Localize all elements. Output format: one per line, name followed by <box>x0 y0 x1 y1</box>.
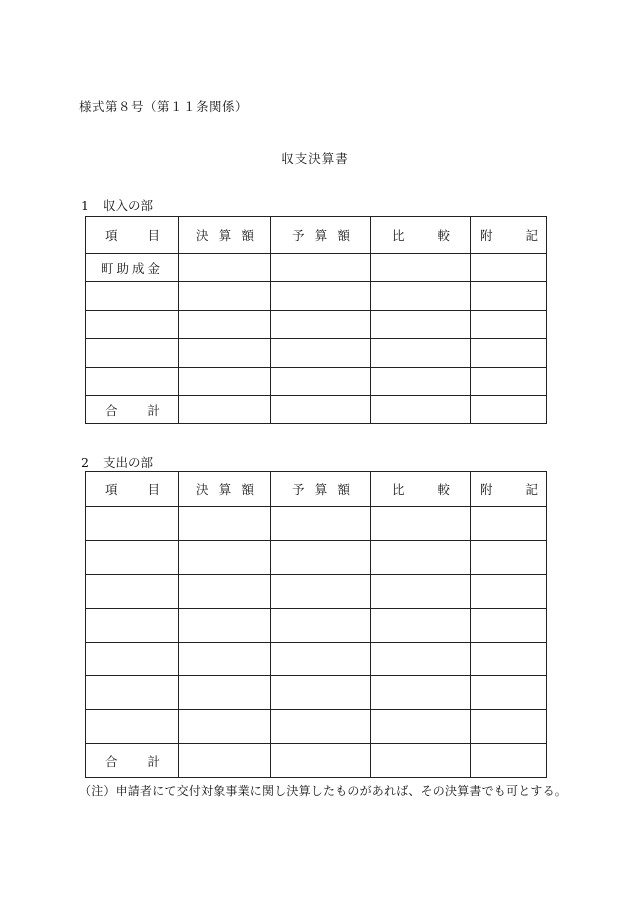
settled-amount-cell <box>179 642 271 676</box>
item-cell <box>86 710 179 744</box>
column-header-settled-amount-label-char: 算 <box>218 482 232 497</box>
remarks-cell <box>471 710 547 744</box>
settled-amount-cell <box>179 254 271 282</box>
column-header-remarks-label <box>471 226 546 244</box>
column-header-remarks <box>471 472 547 507</box>
remarks-cell <box>471 339 547 367</box>
total-label-cell <box>86 395 179 423</box>
column-header-settled-amount-label-char: 額 <box>241 228 254 243</box>
column-header-settled-amount-label <box>179 226 270 244</box>
settled-amount-total-cell <box>179 744 271 778</box>
table-row <box>86 339 547 367</box>
item-cell <box>86 507 179 541</box>
column-header-comparison <box>371 472 471 507</box>
remarks-total-cell <box>471 395 547 423</box>
item-cell <box>86 254 179 282</box>
column-header-settled-amount <box>179 472 271 507</box>
remarks-cell <box>471 254 547 282</box>
column-header-item-label-char: 項 <box>105 228 118 243</box>
column-header-settled-amount-label-char: 算 <box>218 228 232 243</box>
column-header-comparison-label <box>371 480 470 498</box>
table-row <box>86 710 547 744</box>
column-header-settled-amount-label-char: 額 <box>241 482 254 497</box>
table-row <box>86 507 547 541</box>
comparison-cell <box>371 642 471 676</box>
column-header-budget-amount-label-char: 算 <box>314 228 328 243</box>
budget-amount-cell <box>271 339 371 367</box>
column-header-comparison-label-char: 比 <box>392 228 405 243</box>
column-header-item-label <box>86 480 178 498</box>
settled-amount-cell <box>179 710 271 744</box>
column-header-budget-amount <box>271 217 371 254</box>
item-cell <box>86 676 179 710</box>
budget-amount-cell <box>271 282 371 310</box>
income-section-number: 1 <box>81 198 89 213</box>
remarks-cell <box>471 676 547 710</box>
item-name: 町助成金 <box>101 260 164 276</box>
item-cell <box>86 608 179 642</box>
column-header-comparison-label-char: 較 <box>437 482 450 497</box>
column-header-budget-amount-label-char: 算 <box>314 482 328 497</box>
expense-section-heading <box>81 453 153 471</box>
settled-amount-cell <box>179 367 271 395</box>
item-name <box>86 345 101 360</box>
budget-amount-cell <box>271 540 371 574</box>
item-cell <box>86 282 179 310</box>
item-name <box>86 719 101 734</box>
table-row <box>86 310 547 338</box>
column-header-budget-amount-label <box>271 226 370 244</box>
income-section-title: 収入の部 <box>103 198 154 213</box>
comparison-cell <box>371 710 471 744</box>
comparison-cell <box>371 310 471 338</box>
comparison-total-cell <box>371 395 471 423</box>
comparison-cell <box>371 608 471 642</box>
budget-amount-total-cell <box>271 395 371 423</box>
expense-section-number: 2 <box>81 455 89 470</box>
comparison-total-cell <box>371 744 471 778</box>
settled-amount-cell <box>179 282 271 310</box>
column-header-comparison-label-char: 較 <box>437 228 450 243</box>
remarks-total-cell <box>471 744 547 778</box>
item-name <box>86 374 101 389</box>
column-header-settled-amount-label-char: 決 <box>196 228 209 243</box>
budget-amount-cell <box>271 367 371 395</box>
budget-amount-cell <box>271 310 371 338</box>
total-row <box>86 744 547 778</box>
remarks-cell <box>471 574 547 608</box>
table-row <box>86 676 547 710</box>
total-label-char: 合 <box>105 402 118 418</box>
table-row <box>86 608 547 642</box>
income-section-heading <box>81 196 153 214</box>
comparison-cell <box>371 574 471 608</box>
total-label-char: 合 <box>105 753 118 769</box>
column-header-budget-amount-label <box>271 480 370 498</box>
remarks-cell <box>471 540 547 574</box>
column-header-item-label-char: 目 <box>147 228 160 243</box>
table-row <box>86 642 547 676</box>
item-name <box>86 584 101 599</box>
column-header-remarks-label-char: 記 <box>525 482 538 497</box>
settled-amount-cell <box>179 608 271 642</box>
table-row <box>86 574 547 608</box>
column-header-budget-amount-label-char: 予 <box>292 228 305 243</box>
item-name <box>86 317 101 332</box>
comparison-cell <box>371 339 471 367</box>
total-label-char: 計 <box>147 753 160 769</box>
settled-amount-cell <box>179 574 271 608</box>
total-row <box>86 395 547 423</box>
form-number: 様式第８号（第１１条関係） <box>79 99 249 114</box>
column-header-comparison-label <box>371 226 470 244</box>
remarks-cell <box>471 608 547 642</box>
item-name <box>86 289 101 304</box>
column-header-item <box>86 217 179 254</box>
column-header-remarks <box>471 217 547 254</box>
column-header-item-label <box>86 226 178 244</box>
column-header-remarks-label <box>471 480 546 498</box>
column-header-budget-amount-label-char: 予 <box>292 482 305 497</box>
column-header-settled-amount-label-char: 決 <box>196 482 209 497</box>
budget-amount-total-cell <box>271 744 371 778</box>
settled-amount-cell <box>179 676 271 710</box>
budget-amount-cell <box>271 608 371 642</box>
item-cell <box>86 642 179 676</box>
table-row <box>86 282 547 310</box>
comparison-cell <box>371 254 471 282</box>
budget-amount-cell <box>271 574 371 608</box>
table-row <box>86 540 547 574</box>
settled-amount-cell <box>179 540 271 574</box>
item-name <box>86 652 101 667</box>
column-header-comparison-label-char: 比 <box>392 482 405 497</box>
table-row <box>86 254 547 282</box>
item-cell <box>86 540 179 574</box>
column-header-settled-amount <box>179 217 271 254</box>
income-table <box>85 216 547 424</box>
item-cell <box>86 574 179 608</box>
budget-amount-cell <box>271 254 371 282</box>
expense-section-title: 支出の部 <box>103 455 154 470</box>
column-header-comparison <box>371 217 471 254</box>
settled-amount-cell <box>179 339 271 367</box>
header-row <box>86 217 547 254</box>
column-header-budget-amount-label-char: 額 <box>337 228 350 243</box>
budget-amount-cell <box>271 710 371 744</box>
item-name <box>86 516 101 531</box>
total-label-char: 計 <box>147 402 160 418</box>
remarks-cell <box>471 282 547 310</box>
settled-amount-cell <box>179 310 271 338</box>
item-name <box>86 685 101 700</box>
item-name <box>86 618 101 633</box>
table-row <box>86 367 547 395</box>
comparison-cell <box>371 367 471 395</box>
remarks-cell <box>471 642 547 676</box>
column-header-budget-amount <box>271 472 371 507</box>
expense-table <box>85 471 547 778</box>
item-name <box>86 550 101 565</box>
remarks-cell <box>471 367 547 395</box>
document-title: 収支決算書 <box>281 151 349 166</box>
column-header-settled-amount-label <box>179 480 270 498</box>
footnote: （注）申請者にて交付対象事業に関し決算したものがあれば、その決算書でも可とする。 <box>79 784 568 798</box>
column-header-remarks-label-char: 附 <box>480 228 493 243</box>
column-header-item-label-char: 目 <box>147 482 160 497</box>
remarks-cell <box>471 507 547 541</box>
item-cell <box>86 367 179 395</box>
header-row <box>86 472 547 507</box>
total-label-cell <box>86 744 179 778</box>
column-header-item <box>86 472 179 507</box>
comparison-cell <box>371 507 471 541</box>
budget-amount-cell <box>271 642 371 676</box>
total-label <box>86 401 178 419</box>
column-header-budget-amount-label-char: 額 <box>337 482 350 497</box>
settled-amount-cell <box>179 507 271 541</box>
comparison-cell <box>371 540 471 574</box>
column-header-item-label-char: 項 <box>105 482 118 497</box>
settled-amount-total-cell <box>179 395 271 423</box>
column-header-remarks-label-char: 附 <box>480 482 493 497</box>
item-cell <box>86 339 179 367</box>
total-label <box>86 752 178 770</box>
column-header-remarks-label-char: 記 <box>525 228 538 243</box>
comparison-cell <box>371 676 471 710</box>
budget-amount-cell <box>271 507 371 541</box>
item-cell <box>86 310 179 338</box>
comparison-cell <box>371 282 471 310</box>
budget-amount-cell <box>271 676 371 710</box>
remarks-cell <box>471 310 547 338</box>
